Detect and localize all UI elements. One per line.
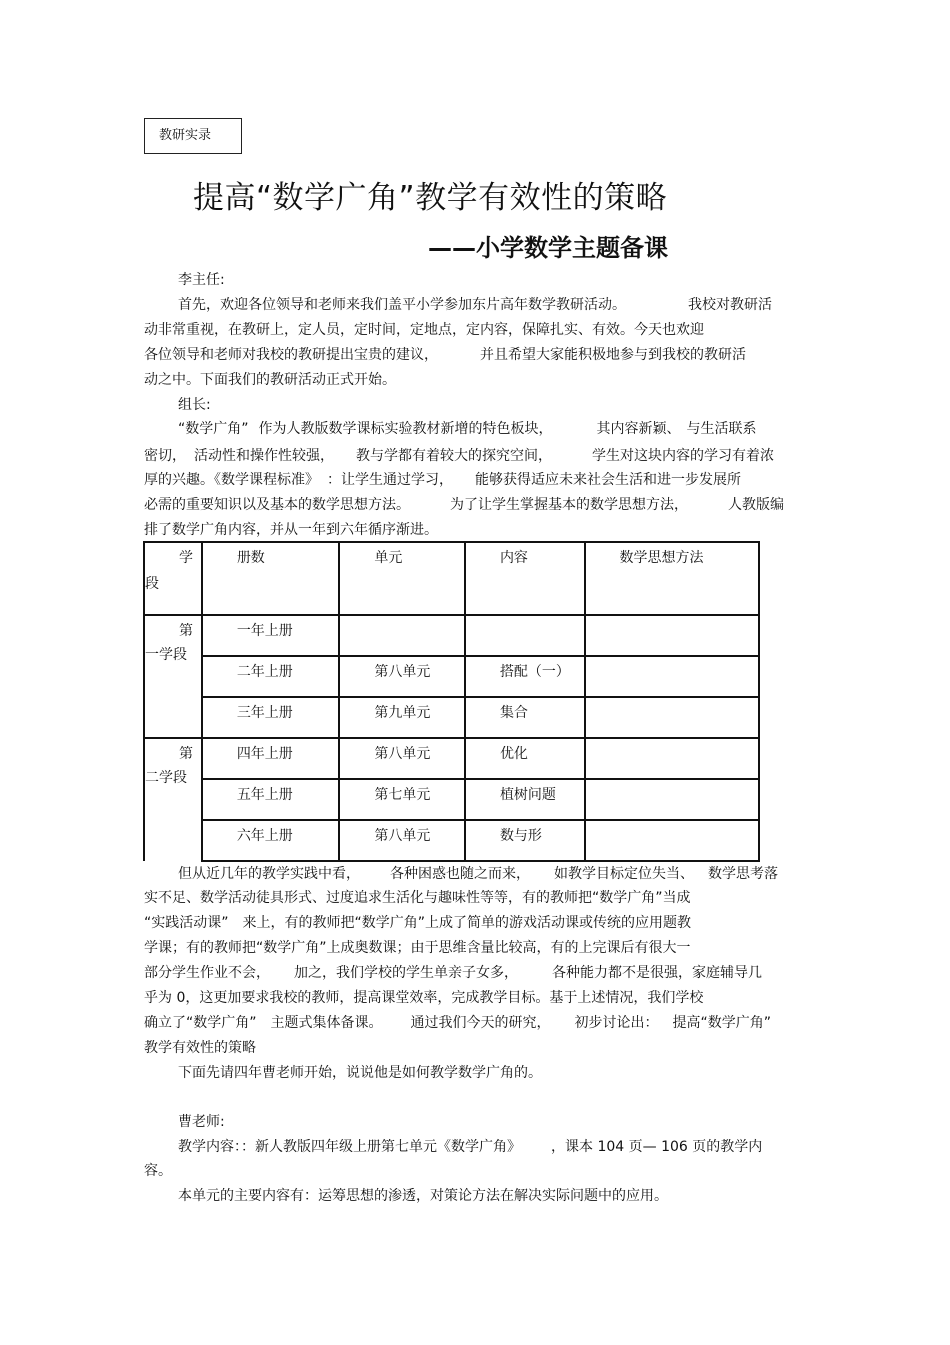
paragraph-line: 密切， 活动性和操作性较强， 教与学都有着较大的探究空间， 学生对这块内容的学习有着浓 xyxy=(144,448,774,464)
header-method: 数学思想方法 xyxy=(585,542,759,615)
paragraph-line: “实践活动课” 来上，有的教师把“数学广角”上成了简单的游戏活动课或传统的应用题教 xyxy=(144,915,692,931)
stage-2-cell: 第 二学段 xyxy=(144,738,202,861)
table-header-row xyxy=(144,542,759,615)
table-row: 三年上册 第九单元 集合 xyxy=(144,697,759,738)
page-title: 提高“数学广角”教学有效性的策略 xyxy=(193,180,668,216)
table-row: 第 一学段 一年上册 xyxy=(144,615,759,656)
paragraph-line: 但从近几年的教学实践中看， 各种困惑也随之而来， 如教学目标定位失当、 数学思考落 xyxy=(178,866,778,882)
paragraph-line: 动之中。下面我们的教研活动正式开始。 xyxy=(144,372,396,388)
paragraph-line: 确立了“数学广角” 主题式集体备课。 通过我们今天的研究， 初步讨论出： 提高“数学广角” xyxy=(144,1015,772,1031)
paragraph-line: 必需的重要知识以及基本的数学思想方法。 为了让学生掌握基本的数学思想方法， 人教版编 xyxy=(144,497,784,513)
paragraph-line: 本单元的主要内容有：运筹思想的渗透，对策论方法在解决实际问题中的应用。 xyxy=(178,1188,668,1204)
table-row: 二年上册 第八单元 搭配（一） xyxy=(144,656,759,697)
header-stage: 学 段 xyxy=(144,542,202,615)
header-book: 册数 xyxy=(202,542,340,615)
table-row: 六年上册 第八单元 数与形 xyxy=(144,820,759,861)
paragraph-line: 教学内容：：新人教版四年级上册第七单元《数学广角》 ，课本 104 页— 106 页的教学内 xyxy=(178,1139,763,1155)
speaker-zuzhang: 组长: xyxy=(178,397,211,413)
paragraph-line: 首先，欢迎各位领导和老师来我们盖平小学参加东片高年数学教研活动。 我校对教研活 xyxy=(178,297,772,313)
header-unit: 单元 xyxy=(339,542,465,615)
table-row: 五年上册 第七单元 植树问题 xyxy=(144,779,759,820)
category-label: 教研实录 xyxy=(144,118,242,154)
table-row: 第 二学段 四年上册 第八单元 优化 xyxy=(144,738,759,779)
curriculum-table xyxy=(143,541,760,862)
paragraph-line: 乎为 0，这更加要求我校的教师，提高课堂效率，完成教学目标。基于上述情况，我们学校 xyxy=(144,990,704,1006)
header-content: 内容 xyxy=(465,542,585,615)
paragraph-line: 动非常重视，在教研上，定人员，定时间，定地点，定内容，保障扎实、有效。今天也欢迎 xyxy=(144,322,704,338)
paragraph-line: 厚的兴趣。《数学课程标准》 ：让学生通过学习， 能够获得适应未来社会生活和进一步发展所 xyxy=(144,472,741,488)
paragraph-line: 各位领导和老师对我校的教研提出宝贵的建议， 并且希望大家能积极地参与到我校的教研活 xyxy=(144,347,746,363)
paragraph-line: 学课；有的教师把“数学广角”上成奥数课；由于思维含量比较高，有的上完课后有很大一 xyxy=(144,940,691,956)
paragraph-line: 排了数学广角内容，并从一年到六年循序渐进。 xyxy=(144,522,438,538)
paragraph-line: 实不足、数学活动徒具形式、过度追求生活化与趣味性等等，有的教师把“数学广角”当成 xyxy=(144,890,691,906)
page-subtitle: ——小学数学主题备课 xyxy=(428,234,668,262)
speaker-cao: 曹老师: xyxy=(178,1114,225,1130)
paragraph-line: 教学有效性的策略 xyxy=(144,1040,256,1056)
paragraph-line: 容。 xyxy=(144,1163,172,1179)
stage-1-cell: 第 一学段 xyxy=(144,615,202,738)
paragraph-line: “数学广角” 作为人教版数学课标实验教材新增的特色板块， 其内容新颖、 与生活联系 xyxy=(178,421,757,437)
speaker-li: 李主任: xyxy=(178,272,225,288)
paragraph-line: 下面先请四年曹老师开始，说说他是如何教学数学广角的。 xyxy=(178,1065,542,1081)
paragraph-line: 部分学生作业不会， 加之，我们学校的学生单亲子女多， 各种能力都不是很强，家庭辅导几 xyxy=(144,965,762,981)
